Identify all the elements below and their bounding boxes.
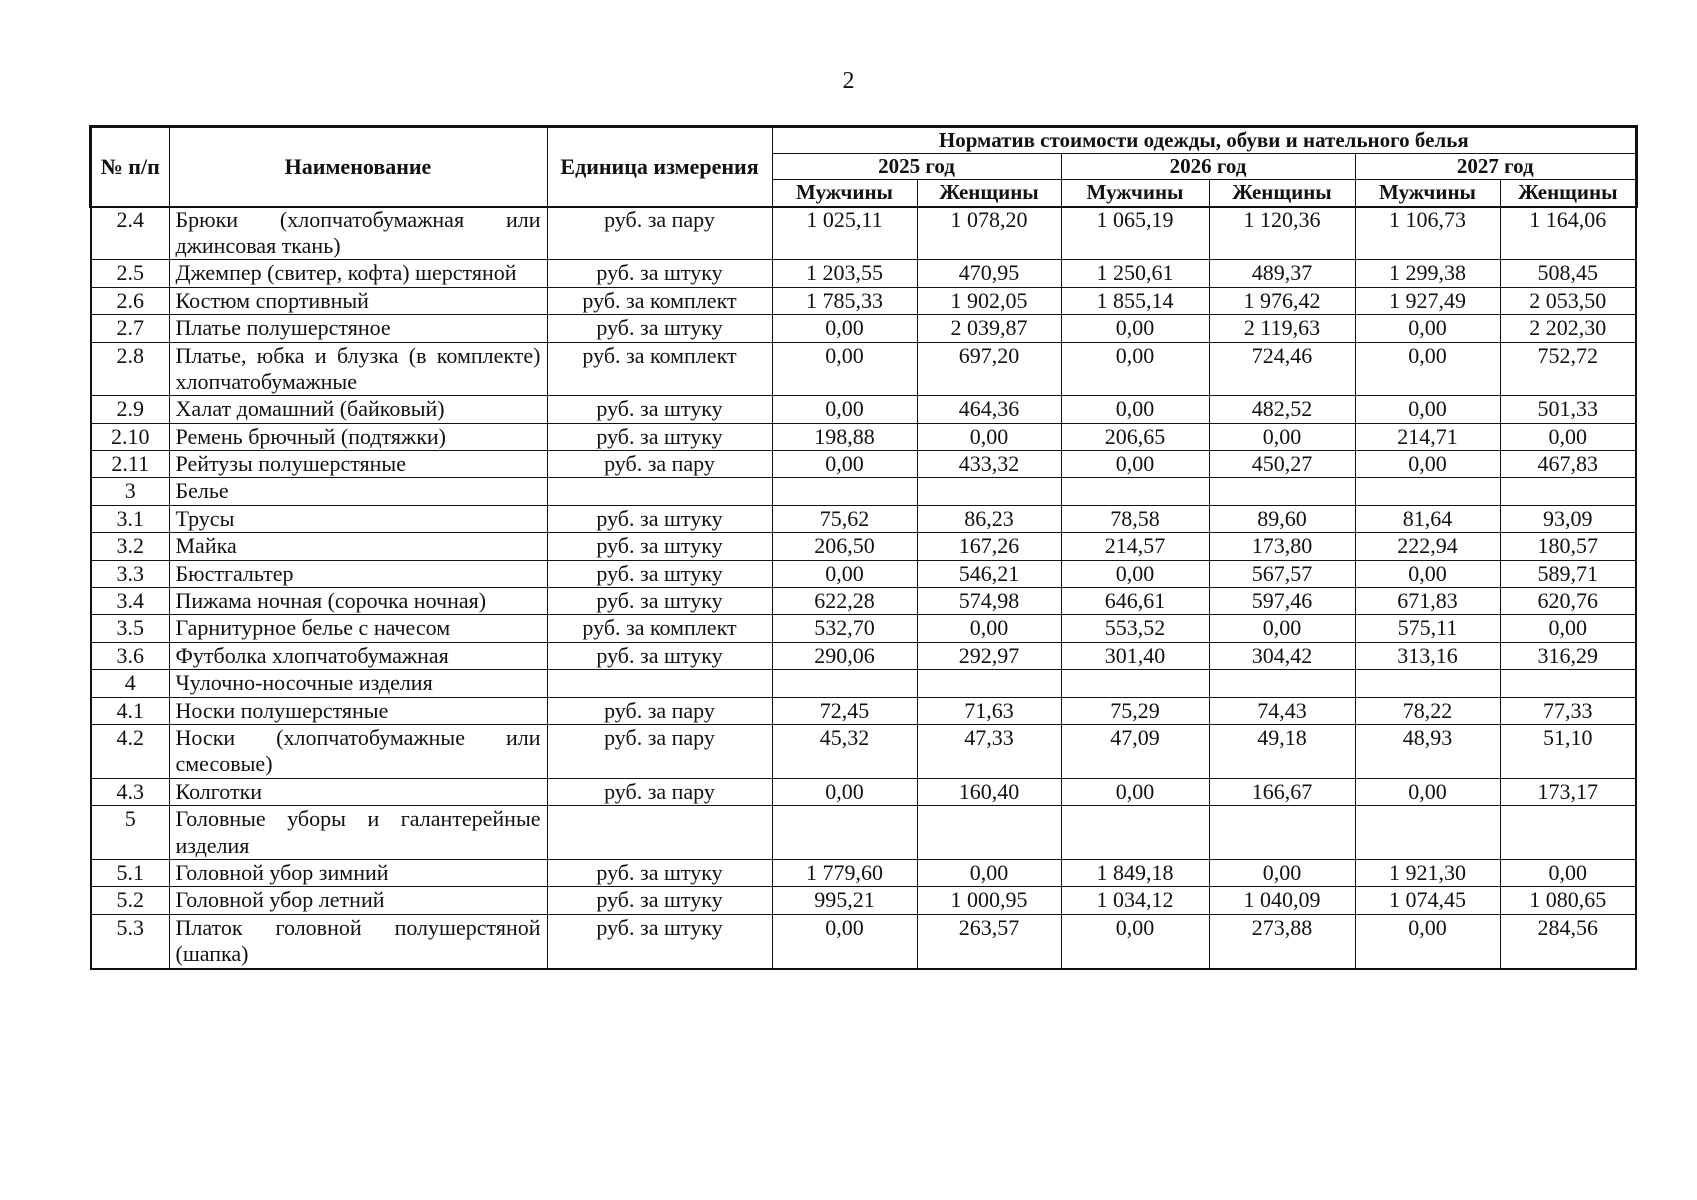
row-number: 4.2 xyxy=(91,724,169,778)
value-2025-men: 0,00 xyxy=(772,396,917,423)
value-2027-women xyxy=(1500,806,1636,860)
value-2025-women xyxy=(917,478,1061,505)
value-2025-men: 0,00 xyxy=(772,560,917,587)
value-2026-men: 214,57 xyxy=(1061,533,1209,560)
value-2025-women: 470,95 xyxy=(917,260,1061,287)
table-row xyxy=(91,642,1636,669)
value-2027-women: 180,57 xyxy=(1500,533,1636,560)
page-number: 2 xyxy=(842,68,855,94)
value-2025-women: 263,57 xyxy=(917,914,1061,968)
row-unit xyxy=(547,670,772,697)
header-year-2025: 2025 год xyxy=(772,154,1061,180)
row-name: Платок головной полушерстяной (шапка) xyxy=(169,914,547,968)
table-row xyxy=(91,505,1636,532)
value-2025-women: 86,23 xyxy=(917,505,1061,532)
value-2027-men: 671,83 xyxy=(1355,588,1500,615)
value-2027-men: 81,64 xyxy=(1355,505,1500,532)
value-2025-men: 0,00 xyxy=(772,451,917,478)
value-2025-men: 206,50 xyxy=(772,533,917,560)
value-2027-women: 93,09 xyxy=(1500,505,1636,532)
table-row xyxy=(91,206,1636,260)
header-women: Женщины xyxy=(917,180,1061,206)
value-2027-men xyxy=(1355,478,1500,505)
value-2027-women: 51,10 xyxy=(1500,724,1636,778)
table-row xyxy=(91,914,1636,968)
table-row xyxy=(91,342,1636,396)
row-unit: руб. за пару xyxy=(547,451,772,478)
value-2026-men: 1 034,12 xyxy=(1061,887,1209,914)
value-2026-women: 273,88 xyxy=(1209,914,1355,968)
value-2025-women: 546,21 xyxy=(917,560,1061,587)
row-name: Бюстгальтер xyxy=(169,560,547,587)
table-row xyxy=(91,315,1636,342)
row-number: 3.2 xyxy=(91,533,169,560)
value-2026-men: 0,00 xyxy=(1061,778,1209,805)
value-2027-men: 214,71 xyxy=(1355,423,1500,450)
value-2025-women: 167,26 xyxy=(917,533,1061,560)
value-2025-women: 160,40 xyxy=(917,778,1061,805)
value-2027-women: 0,00 xyxy=(1500,423,1636,450)
row-name: Головной убор летний xyxy=(169,887,547,914)
value-2027-women: 173,17 xyxy=(1500,778,1636,805)
row-name: Головной убор зимний xyxy=(169,859,547,886)
value-2026-women: 166,67 xyxy=(1209,778,1355,805)
value-2026-men: 206,65 xyxy=(1061,423,1209,450)
header-men: Мужчины xyxy=(1355,180,1500,206)
header-year-2027: 2027 год xyxy=(1355,154,1636,180)
value-2026-men: 78,58 xyxy=(1061,505,1209,532)
value-2027-men: 0,00 xyxy=(1355,560,1500,587)
value-2025-men: 622,28 xyxy=(772,588,917,615)
value-2025-women: 0,00 xyxy=(917,423,1061,450)
value-2027-women: 467,83 xyxy=(1500,451,1636,478)
value-2025-men xyxy=(772,478,917,505)
row-unit: руб. за пару xyxy=(547,778,772,805)
row-unit: руб. за штуку xyxy=(547,887,772,914)
row-number: 2.6 xyxy=(91,287,169,314)
row-number: 5.1 xyxy=(91,859,169,886)
row-number: 2.4 xyxy=(91,206,169,260)
value-2026-women: 489,37 xyxy=(1209,260,1355,287)
header-norm-title: Норматив стоимости одежды, обуви и нательного белья xyxy=(772,127,1636,154)
header-women: Женщины xyxy=(1500,180,1636,206)
row-number: 2.7 xyxy=(91,315,169,342)
value-2025-women: 71,63 xyxy=(917,697,1061,724)
value-2027-men: 78,22 xyxy=(1355,697,1500,724)
table-row xyxy=(91,615,1636,642)
row-unit: руб. за комплект xyxy=(547,287,772,314)
table-row xyxy=(91,859,1636,886)
row-name: Ремень брючный (подтяжки) xyxy=(169,423,547,450)
row-number: 3.3 xyxy=(91,560,169,587)
value-2025-men xyxy=(772,670,917,697)
table-row xyxy=(91,697,1636,724)
value-2027-men xyxy=(1355,806,1500,860)
value-2026-women: 0,00 xyxy=(1209,615,1355,642)
value-2027-women: 1 080,65 xyxy=(1500,887,1636,914)
value-2026-women: 0,00 xyxy=(1209,859,1355,886)
value-2026-men: 0,00 xyxy=(1061,451,1209,478)
row-name: Футболка хлопчатобумажная xyxy=(169,642,547,669)
value-2027-women: 508,45 xyxy=(1500,260,1636,287)
table-row xyxy=(91,533,1636,560)
value-2026-men: 646,61 xyxy=(1061,588,1209,615)
header-num: № п/п xyxy=(91,127,169,206)
value-2027-men: 1 106,73 xyxy=(1355,206,1500,260)
value-2026-women xyxy=(1209,806,1355,860)
value-2027-women: 501,33 xyxy=(1500,396,1636,423)
value-2027-women: 2 202,30 xyxy=(1500,315,1636,342)
value-2027-women: 0,00 xyxy=(1500,859,1636,886)
value-2027-men: 0,00 xyxy=(1355,914,1500,968)
row-number: 4.3 xyxy=(91,778,169,805)
value-2025-men: 0,00 xyxy=(772,315,917,342)
value-2026-women: 597,46 xyxy=(1209,588,1355,615)
row-unit: руб. за штуку xyxy=(547,423,772,450)
value-2025-women: 1 078,20 xyxy=(917,206,1061,260)
value-2025-men: 0,00 xyxy=(772,914,917,968)
value-2025-women xyxy=(917,806,1061,860)
value-2025-men: 1 779,60 xyxy=(772,859,917,886)
value-2027-men: 0,00 xyxy=(1355,396,1500,423)
value-2027-men xyxy=(1355,670,1500,697)
value-2027-women: 1 164,06 xyxy=(1500,206,1636,260)
header-men: Мужчины xyxy=(1061,180,1209,206)
value-2026-men: 1 855,14 xyxy=(1061,287,1209,314)
row-number: 5 xyxy=(91,806,169,860)
value-2026-men xyxy=(1061,806,1209,860)
row-name: Пижама ночная (сорочка ночная) xyxy=(169,588,547,615)
value-2025-men: 1 025,11 xyxy=(772,206,917,260)
row-name: Платье, юбка и блузка (в комплекте) хлопчатобумажные xyxy=(169,342,547,396)
value-2025-women: 697,20 xyxy=(917,342,1061,396)
table-row xyxy=(91,451,1636,478)
header-men: Мужчины xyxy=(772,180,917,206)
value-2027-men: 1 074,45 xyxy=(1355,887,1500,914)
value-2025-men: 0,00 xyxy=(772,778,917,805)
value-2025-men: 0,00 xyxy=(772,342,917,396)
value-2027-men: 0,00 xyxy=(1355,315,1500,342)
table-row xyxy=(91,670,1636,697)
table-header xyxy=(91,127,1636,206)
value-2026-women: 49,18 xyxy=(1209,724,1355,778)
row-name: Гарнитурное белье с начесом xyxy=(169,615,547,642)
value-2025-women: 0,00 xyxy=(917,615,1061,642)
value-2027-men: 313,16 xyxy=(1355,642,1500,669)
value-2026-men: 1 250,61 xyxy=(1061,260,1209,287)
row-number: 5.3 xyxy=(91,914,169,968)
value-2026-men xyxy=(1061,670,1209,697)
value-2027-women: 752,72 xyxy=(1500,342,1636,396)
table-body xyxy=(91,206,1636,968)
value-2026-men: 0,00 xyxy=(1061,914,1209,968)
table-row xyxy=(91,887,1636,914)
value-2026-men: 1 849,18 xyxy=(1061,859,1209,886)
row-name: Майка xyxy=(169,533,547,560)
row-name: Головные уборы и галантерейные изделия xyxy=(169,806,547,860)
value-2026-women xyxy=(1209,478,1355,505)
row-name: Носки полушерстяные xyxy=(169,697,547,724)
value-2025-women: 1 000,95 xyxy=(917,887,1061,914)
row-number: 2.8 xyxy=(91,342,169,396)
row-number: 2.10 xyxy=(91,423,169,450)
header-unit: Единица измерения xyxy=(547,127,772,206)
row-unit: руб. за пару xyxy=(547,724,772,778)
value-2026-men: 75,29 xyxy=(1061,697,1209,724)
value-2027-men: 222,94 xyxy=(1355,533,1500,560)
value-2026-men: 301,40 xyxy=(1061,642,1209,669)
table-row xyxy=(91,423,1636,450)
row-unit xyxy=(547,478,772,505)
value-2026-women: 567,57 xyxy=(1209,560,1355,587)
value-2025-men: 290,06 xyxy=(772,642,917,669)
value-2025-women: 0,00 xyxy=(917,859,1061,886)
value-2027-men: 1 299,38 xyxy=(1355,260,1500,287)
row-name: Чулочно-носочные изделия xyxy=(169,670,547,697)
row-number: 3.4 xyxy=(91,588,169,615)
value-2027-men: 48,93 xyxy=(1355,724,1500,778)
value-2026-women: 482,52 xyxy=(1209,396,1355,423)
row-unit: руб. за пару xyxy=(547,697,772,724)
value-2025-men: 72,45 xyxy=(772,697,917,724)
value-2026-men: 0,00 xyxy=(1061,396,1209,423)
row-unit: руб. за штуку xyxy=(547,533,772,560)
row-unit: руб. за пару xyxy=(547,206,772,260)
value-2026-women: 724,46 xyxy=(1209,342,1355,396)
row-unit: руб. за штуку xyxy=(547,588,772,615)
row-name: Джемпер (свитер, кофта) шерстяной xyxy=(169,260,547,287)
row-number: 5.2 xyxy=(91,887,169,914)
row-unit: руб. за комплект xyxy=(547,342,772,396)
table-row xyxy=(91,588,1636,615)
table-row xyxy=(91,806,1636,860)
value-2027-women: 589,71 xyxy=(1500,560,1636,587)
header-year-2026: 2026 год xyxy=(1061,154,1355,180)
value-2026-men: 0,00 xyxy=(1061,342,1209,396)
value-2025-men: 198,88 xyxy=(772,423,917,450)
value-2026-women: 74,43 xyxy=(1209,697,1355,724)
value-2026-women: 1 976,42 xyxy=(1209,287,1355,314)
value-2027-women xyxy=(1500,478,1636,505)
header-name: Наименование xyxy=(169,127,547,206)
row-unit: руб. за штуку xyxy=(547,260,772,287)
row-number: 3 xyxy=(91,478,169,505)
value-2025-women: 433,32 xyxy=(917,451,1061,478)
row-number: 3.5 xyxy=(91,615,169,642)
row-number: 4 xyxy=(91,670,169,697)
value-2026-women: 0,00 xyxy=(1209,423,1355,450)
value-2025-men: 1 203,55 xyxy=(772,260,917,287)
value-2026-women: 1 120,36 xyxy=(1209,206,1355,260)
header-women: Женщины xyxy=(1209,180,1355,206)
value-2027-women: 0,00 xyxy=(1500,615,1636,642)
value-2026-women: 89,60 xyxy=(1209,505,1355,532)
value-2027-men: 0,00 xyxy=(1355,342,1500,396)
table-row xyxy=(91,560,1636,587)
value-2026-women: 2 119,63 xyxy=(1209,315,1355,342)
value-2026-men xyxy=(1061,478,1209,505)
row-name: Трусы xyxy=(169,505,547,532)
row-number: 4.1 xyxy=(91,697,169,724)
row-unit: руб. за штуку xyxy=(547,642,772,669)
value-2027-women: 284,56 xyxy=(1500,914,1636,968)
value-2026-women: 173,80 xyxy=(1209,533,1355,560)
table-row xyxy=(91,478,1636,505)
row-name: Носки (хлопчатобумажные или смесовые) xyxy=(169,724,547,778)
value-2027-women: 620,76 xyxy=(1500,588,1636,615)
row-number: 3.6 xyxy=(91,642,169,669)
value-2027-women: 2 053,50 xyxy=(1500,287,1636,314)
value-2027-men: 1 921,30 xyxy=(1355,859,1500,886)
value-2026-men: 553,52 xyxy=(1061,615,1209,642)
value-2025-women: 574,98 xyxy=(917,588,1061,615)
row-unit: руб. за штуку xyxy=(547,914,772,968)
row-unit: руб. за штуку xyxy=(547,505,772,532)
value-2026-men: 0,00 xyxy=(1061,560,1209,587)
value-2026-men: 1 065,19 xyxy=(1061,206,1209,260)
row-name: Брюки (хлопчатобумажная или джинсовая ткань) xyxy=(169,206,547,260)
row-number: 2.5 xyxy=(91,260,169,287)
value-2025-men xyxy=(772,806,917,860)
row-unit: руб. за штуку xyxy=(547,560,772,587)
value-2026-men: 0,00 xyxy=(1061,315,1209,342)
row-name: Костюм спортивный xyxy=(169,287,547,314)
table-row xyxy=(91,724,1636,778)
row-unit: руб. за штуку xyxy=(547,859,772,886)
value-2027-men: 0,00 xyxy=(1355,778,1500,805)
value-2025-women: 1 902,05 xyxy=(917,287,1061,314)
value-2026-women xyxy=(1209,670,1355,697)
table-row xyxy=(91,260,1636,287)
value-2025-women: 2 039,87 xyxy=(917,315,1061,342)
row-name: Рейтузы полушерстяные xyxy=(169,451,547,478)
row-unit: руб. за комплект xyxy=(547,615,772,642)
value-2026-women: 1 040,09 xyxy=(1209,887,1355,914)
value-2025-men: 45,32 xyxy=(772,724,917,778)
value-2027-women: 316,29 xyxy=(1500,642,1636,669)
row-unit xyxy=(547,806,772,860)
row-number: 2.11 xyxy=(91,451,169,478)
value-2027-women xyxy=(1500,670,1636,697)
value-2025-men: 995,21 xyxy=(772,887,917,914)
value-2027-men: 575,11 xyxy=(1355,615,1500,642)
table-row xyxy=(91,287,1636,314)
table-row xyxy=(91,778,1636,805)
row-number: 3.1 xyxy=(91,505,169,532)
row-name: Колготки xyxy=(169,778,547,805)
row-name: Белье xyxy=(169,478,547,505)
value-2025-women: 464,36 xyxy=(917,396,1061,423)
row-unit: руб. за штуку xyxy=(547,396,772,423)
value-2027-men: 1 927,49 xyxy=(1355,287,1500,314)
value-2026-women: 304,42 xyxy=(1209,642,1355,669)
row-name: Халат домашний (байковый) xyxy=(169,396,547,423)
value-2025-women xyxy=(917,670,1061,697)
value-2025-men: 75,62 xyxy=(772,505,917,532)
value-2025-men: 532,70 xyxy=(772,615,917,642)
value-2026-women: 450,27 xyxy=(1209,451,1355,478)
row-unit: руб. за штуку xyxy=(547,315,772,342)
table-row xyxy=(91,396,1636,423)
value-2027-men: 0,00 xyxy=(1355,451,1500,478)
value-2025-men: 1 785,33 xyxy=(772,287,917,314)
row-number: 2.9 xyxy=(91,396,169,423)
value-2026-men: 47,09 xyxy=(1061,724,1209,778)
value-2027-women: 77,33 xyxy=(1500,697,1636,724)
clothing-cost-norms-table xyxy=(90,126,1637,970)
value-2025-women: 47,33 xyxy=(917,724,1061,778)
value-2025-women: 292,97 xyxy=(917,642,1061,669)
row-name: Платье полушерстяное xyxy=(169,315,547,342)
